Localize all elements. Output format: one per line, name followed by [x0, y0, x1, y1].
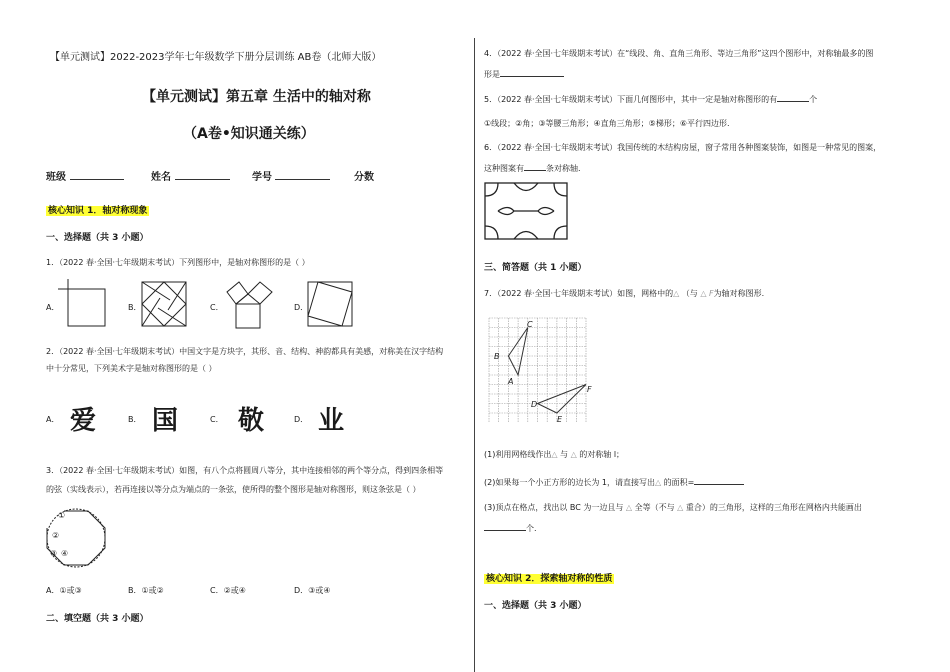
- q3-option-a: A．①或③: [46, 586, 82, 595]
- q5-answer-blank[interactable]: [777, 92, 809, 102]
- q3-mark-4: ④: [61, 549, 69, 558]
- q7-part-1: (1)利用网格线作出△ 与 △ 的对称轴 l；: [484, 450, 625, 459]
- q7-part-3-line2: 个.: [484, 521, 537, 534]
- part-heading-answer: 三、简答题（共 1 小题）: [484, 263, 587, 273]
- question-6-line2: 这种图案有 条对称轴.: [484, 161, 581, 174]
- q1-figure-d: [306, 280, 356, 330]
- unit-title: 【单元测试】第五章 生活中的轴对称: [142, 89, 371, 105]
- question-2-line1: 2．（2022 春·全国·七年级期末考试）中国文字是方块字，其形、音、结构、神韵都具有美感，对称美在汉字结构: [46, 347, 444, 356]
- q3-mark-1: ①: [58, 511, 66, 520]
- q3-mark-2: ②: [52, 531, 60, 540]
- q1-figure-c: [222, 276, 274, 332]
- section-heading-1: 核心知识 1．轴对称现象: [48, 206, 148, 216]
- question-3-line2: 的弦（实线表示），若再连接以等分点为端点的一条弦，使所得的整个图形是轴对称图形，则这条弦是（ ）: [46, 485, 421, 494]
- q2-char-a: 爱: [70, 406, 97, 436]
- q7-part-2: (2)如果每一个小正方形的边长为 1，请直接写出△ 的面积=: [484, 475, 744, 488]
- section-heading-2: 核心知识 2．探索轴对称的性质: [486, 574, 613, 584]
- q2-option-d-label: D．: [294, 415, 309, 424]
- number-blank[interactable]: [275, 179, 330, 180]
- q1-option-b-label: B．: [128, 303, 142, 312]
- question-7: 7．（2022 春·全国·七年级期末考试）如图，网格中的△ （与 △ F为轴对称图形.: [484, 289, 765, 298]
- question-4-line2: 形是: [484, 67, 564, 80]
- question-6-line1: 6．（2022 春·全国·七年级期末考试）我国传统的木结构房屋，窗子常用各种图案装饰，如图是一种常见的图案，: [484, 143, 882, 152]
- q7-count-blank[interactable]: [484, 521, 526, 531]
- q3-mark-3: ③: [50, 549, 58, 558]
- q2-option-a-label: A．: [46, 415, 60, 424]
- number-label: 学号: [252, 172, 272, 183]
- class-label: 班级: [46, 172, 66, 183]
- point-d-label: D: [531, 400, 538, 409]
- part-heading-choice: 一、选择题（共 3 小题）: [46, 233, 149, 243]
- q6-answer-blank[interactable]: [524, 161, 546, 171]
- q3-option-c: C．②或④: [210, 586, 246, 595]
- q2-option-b-label: B．: [128, 415, 142, 424]
- name-blank[interactable]: [175, 179, 230, 180]
- unit-subtitle: （A卷•知识通关练）: [183, 126, 315, 142]
- point-a-label: A: [508, 377, 514, 386]
- q3-option-b: B．①或②: [128, 586, 164, 595]
- q7-area-blank[interactable]: [694, 475, 744, 485]
- q6-window-pattern: [484, 182, 568, 240]
- score-label: 分数: [354, 172, 374, 183]
- q7-part-3-line1: (3)顶点在格点，找出以 BC 为一边且与 △ 全等（不与 △ 重合）的三角形，这样的三角形在网格内共能画出: [484, 503, 862, 512]
- q1-figure-a: [58, 279, 108, 329]
- point-f-label: F: [587, 385, 592, 394]
- q2-char-b: 国: [152, 406, 179, 436]
- question-1: 1．（2022 春·全国·七年级期末考试）下列图形中，是轴对称图形的是（ ）: [46, 258, 310, 267]
- q7-grid-figure: [489, 318, 589, 422]
- point-e-label: E: [557, 415, 563, 424]
- question-3-line1: 3．（2022 春·全国·七年级期末考试）如图，有八个点将圆周八等分，其中连接相邻的两个等分点，得到四条相等: [46, 466, 444, 475]
- doc-header: 【单元测试】2022-2023学年七年级数学下册分层训练 AB卷（北师大版）: [50, 52, 382, 63]
- part-heading-fill: 二、填空题（共 3 小题）: [46, 614, 149, 624]
- point-c-label: C: [527, 320, 533, 329]
- q3-option-d: D．③或④: [294, 586, 331, 595]
- q4-answer-blank[interactable]: [500, 67, 564, 77]
- q2-char-c: 敬: [238, 406, 265, 436]
- q1-option-c-label: C．: [210, 303, 224, 312]
- q1-option-a-label: A．: [46, 303, 60, 312]
- q2-option-c-label: C．: [210, 415, 224, 424]
- name-label: 姓名: [151, 172, 171, 183]
- q1-option-d-label: D．: [294, 303, 309, 312]
- point-b-label: B: [494, 352, 500, 361]
- q2-char-d: 业: [318, 406, 345, 436]
- part-heading-choice-2: 一、选择题（共 3 小题）: [484, 601, 587, 611]
- question-5: 5．（2022 春·全国·七年级期末考试）下面几何图形中，其中一定是轴对称图形的有 个: [484, 92, 817, 105]
- column-divider: [474, 38, 475, 672]
- question-2-line2: 中十分常见，下列美术字是轴对称图形的是（ ）: [46, 364, 217, 373]
- question-4-line1: 4．（2022 春·全国·七年级期末考试）在“线段、角、直角三角形、等边三角形”这四个图形中，对称轴最多的图: [484, 49, 874, 58]
- q1-figure-b: [140, 280, 190, 330]
- class-blank[interactable]: [70, 179, 124, 180]
- q5-items: ①线段；②角；③等腰三角形；④直角三角形；⑤梯形；⑥平行四边形.: [484, 119, 730, 128]
